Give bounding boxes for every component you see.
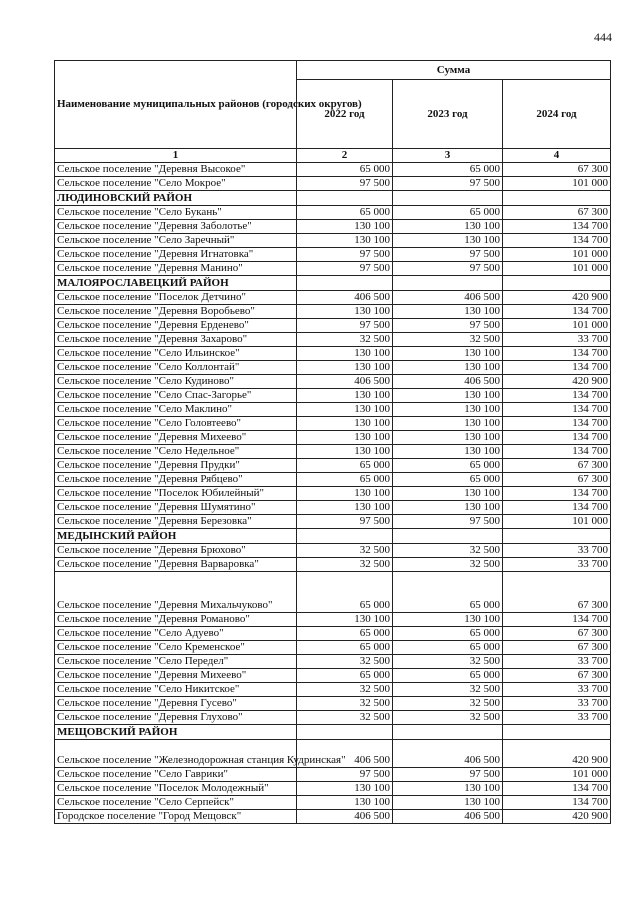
amount-2023: 130 100 [393, 487, 503, 501]
amount-2023: 65 000 [393, 641, 503, 655]
amount-2022: 130 100 [297, 445, 393, 459]
amount-2022: 65 000 [297, 206, 393, 220]
settlement-name: Сельское поселение "Село Передел" [55, 655, 297, 669]
district-name: МАЛОЯРОСЛАВЕЦКИЙ РАЙОН [55, 276, 297, 291]
amount-2022: 406 500 [297, 375, 393, 389]
empty-cell [503, 529, 611, 544]
amount-2022: 406 500 [297, 740, 393, 768]
settlement-row [55, 669, 611, 683]
amount-2022: 130 100 [297, 417, 393, 431]
settlement-name: Сельское поселение "Деревня Михеево" [55, 431, 297, 445]
empty-cell [503, 191, 611, 206]
amount-2024: 33 700 [503, 655, 611, 669]
amount-2023: 130 100 [393, 782, 503, 796]
empty-cell [297, 725, 393, 740]
amount-2023: 65 000 [393, 627, 503, 641]
amount-2024: 33 700 [503, 333, 611, 347]
settlement-row [55, 459, 611, 473]
district-name: МЕЩОВСКИЙ РАЙОН [55, 725, 297, 740]
settlement-name: Сельское поселение "Поселок Молодежный" [55, 782, 297, 796]
amount-2023: 130 100 [393, 431, 503, 445]
amount-2022: 65 000 [297, 572, 393, 613]
amount-2022: 32 500 [297, 655, 393, 669]
settlement-row [55, 163, 611, 177]
settlement-row [55, 487, 611, 501]
amount-2024: 33 700 [503, 544, 611, 558]
settlement-row [55, 627, 611, 641]
settlement-name: Сельское поселение "Село Гаврики" [55, 768, 297, 782]
amount-2022: 97 500 [297, 319, 393, 333]
header-name-column: Наименование муниципальных районов (городских округов) [55, 61, 297, 149]
column-number: 2 [297, 149, 393, 163]
amount-2024: 134 700 [503, 431, 611, 445]
settlement-row [55, 417, 611, 431]
amount-2023: 32 500 [393, 544, 503, 558]
amount-2023: 406 500 [393, 375, 503, 389]
amount-2024: 67 300 [503, 459, 611, 473]
amount-2023: 130 100 [393, 305, 503, 319]
amount-2023: 65 000 [393, 473, 503, 487]
amount-2024: 67 300 [503, 641, 611, 655]
amount-2023: 97 500 [393, 515, 503, 529]
amount-2024: 101 000 [503, 248, 611, 262]
district-section-row [55, 276, 611, 291]
settlement-row [55, 740, 611, 768]
district-name: МЕДЫНСКИЙ РАЙОН [55, 529, 297, 544]
settlement-name: Сельское поселение "Деревня Захарово" [55, 333, 297, 347]
amount-2022: 130 100 [297, 361, 393, 375]
settlement-name: Сельское поселение "Деревня Ерденево" [55, 319, 297, 333]
amount-2023: 32 500 [393, 558, 503, 572]
amount-2024: 101 000 [503, 177, 611, 191]
settlement-row [55, 445, 611, 459]
empty-cell [393, 276, 503, 291]
empty-cell [393, 725, 503, 740]
amount-2023: 32 500 [393, 711, 503, 725]
amount-2024: 67 300 [503, 473, 611, 487]
settlement-row [55, 572, 611, 613]
amount-2022: 97 500 [297, 768, 393, 782]
amount-2023: 65 000 [393, 459, 503, 473]
settlement-name: Сельское поселение "Деревня Шумятино" [55, 501, 297, 515]
settlement-row [55, 796, 611, 810]
settlement-name: Сельское поселение "Поселок Детчино" [55, 291, 297, 305]
settlement-name: Сельское поселение "Село Никитское" [55, 683, 297, 697]
settlement-row [55, 711, 611, 725]
amount-2024: 134 700 [503, 361, 611, 375]
amount-2024: 420 900 [503, 375, 611, 389]
amount-2022: 97 500 [297, 177, 393, 191]
settlement-row [55, 403, 611, 417]
amount-2024: 134 700 [503, 501, 611, 515]
amount-2023: 97 500 [393, 248, 503, 262]
amount-2022: 130 100 [297, 220, 393, 234]
amount-2024: 134 700 [503, 782, 611, 796]
amount-2024: 420 900 [503, 291, 611, 305]
settlement-row [55, 431, 611, 445]
amount-2023: 97 500 [393, 319, 503, 333]
settlement-name: Сельское поселение "Село Серпейск" [55, 796, 297, 810]
amount-2022: 130 100 [297, 347, 393, 361]
amount-2023: 130 100 [393, 220, 503, 234]
district-name: ЛЮДИНОВСКИЙ РАЙОН [55, 191, 297, 206]
settlement-name: Сельское поселение "Деревня Глухово" [55, 711, 297, 725]
amount-2024: 134 700 [503, 234, 611, 248]
amount-2023: 32 500 [393, 333, 503, 347]
settlement-name: Сельское поселение "Село Букань" [55, 206, 297, 220]
settlement-name: Городское поселение "Город Мещовск" [55, 810, 297, 824]
settlement-name: Сельское поселение "Село Коллонтай" [55, 361, 297, 375]
settlement-name: Сельское поселение "Село Заречный" [55, 234, 297, 248]
amount-2024: 101 000 [503, 319, 611, 333]
settlement-name: Сельское поселение "Деревня Михальчуково" [55, 572, 297, 613]
amount-2022: 32 500 [297, 558, 393, 572]
amount-2024: 420 900 [503, 740, 611, 768]
settlement-row [55, 697, 611, 711]
settlement-name: Сельское поселение "Деревня Прудки" [55, 459, 297, 473]
settlement-name: Сельское поселение "Деревня Романово" [55, 613, 297, 627]
amount-2024: 134 700 [503, 305, 611, 319]
settlement-row [55, 206, 611, 220]
amount-2024: 101 000 [503, 768, 611, 782]
settlement-name: Сельское поселение "Деревня Варваровка" [55, 558, 297, 572]
settlement-name: Сельское поселение "Село Спас-Загорье" [55, 389, 297, 403]
amount-2024: 420 900 [503, 810, 611, 824]
column-number: 4 [503, 149, 611, 163]
amount-2024: 134 700 [503, 487, 611, 501]
amount-2023: 130 100 [393, 445, 503, 459]
amount-2022: 406 500 [297, 291, 393, 305]
amount-2023: 130 100 [393, 417, 503, 431]
amount-2022: 130 100 [297, 234, 393, 248]
settlement-row [55, 375, 611, 389]
settlement-name: Сельское поселение "Село Адуево" [55, 627, 297, 641]
amount-2022: 130 100 [297, 431, 393, 445]
amount-2022: 32 500 [297, 683, 393, 697]
district-section-row [55, 725, 611, 740]
amount-2024: 134 700 [503, 403, 611, 417]
amount-2022: 130 100 [297, 389, 393, 403]
settlement-name: Сельское поселение "Село Маклино" [55, 403, 297, 417]
settlement-name: Сельское поселение "Железнодорожная станция Кудринская" [55, 740, 297, 768]
amount-2023: 406 500 [393, 810, 503, 824]
settlement-name: Сельское поселение "Деревня Манино" [55, 262, 297, 276]
settlement-row [55, 234, 611, 248]
settlement-name: Сельское поселение "Село Кременское" [55, 641, 297, 655]
amount-2023: 130 100 [393, 613, 503, 627]
settlement-row [55, 220, 611, 234]
amount-2022: 32 500 [297, 711, 393, 725]
amount-2022: 130 100 [297, 501, 393, 515]
amount-2024: 33 700 [503, 558, 611, 572]
settlement-row [55, 177, 611, 191]
column-number: 1 [55, 149, 297, 163]
amount-2022: 130 100 [297, 796, 393, 810]
settlement-row [55, 291, 611, 305]
table-body [55, 163, 611, 824]
amount-2023: 97 500 [393, 262, 503, 276]
amount-2022: 32 500 [297, 333, 393, 347]
amount-2022: 65 000 [297, 627, 393, 641]
amount-2023: 97 500 [393, 768, 503, 782]
amount-2024: 101 000 [503, 515, 611, 529]
settlement-row [55, 768, 611, 782]
amount-2024: 134 700 [503, 389, 611, 403]
amount-2024: 33 700 [503, 683, 611, 697]
empty-cell [393, 191, 503, 206]
settlement-name: Сельское поселение "Поселок Юбилейный" [55, 487, 297, 501]
amount-2023: 65 000 [393, 163, 503, 177]
empty-cell [503, 276, 611, 291]
amount-2023: 32 500 [393, 655, 503, 669]
amount-2022: 65 000 [297, 669, 393, 683]
district-section-row [55, 529, 611, 544]
amount-2023: 130 100 [393, 796, 503, 810]
amount-2023: 130 100 [393, 501, 503, 515]
amount-2024: 101 000 [503, 262, 611, 276]
amount-2022: 406 500 [297, 810, 393, 824]
settlement-row [55, 248, 611, 262]
amount-2022: 130 100 [297, 613, 393, 627]
amount-2022: 65 000 [297, 641, 393, 655]
amount-2023: 130 100 [393, 347, 503, 361]
settlement-name: Сельское поселение "Деревня Воробьево" [55, 305, 297, 319]
settlement-row [55, 558, 611, 572]
amount-2023: 130 100 [393, 389, 503, 403]
amount-2023: 406 500 [393, 291, 503, 305]
empty-cell [297, 276, 393, 291]
amount-2023: 130 100 [393, 403, 503, 417]
settlement-name: Сельское поселение "Деревня Высокое" [55, 163, 297, 177]
amount-2024: 67 300 [503, 627, 611, 641]
settlement-name: Сельское поселение "Деревня Брюхово" [55, 544, 297, 558]
amount-2023: 130 100 [393, 234, 503, 248]
settlement-row [55, 319, 611, 333]
header-year-2023: 2023 год [393, 80, 503, 149]
header-year-2022: 2022 год [297, 80, 393, 149]
empty-cell [297, 529, 393, 544]
column-number: 3 [393, 149, 503, 163]
amount-2022: 130 100 [297, 782, 393, 796]
settlement-row [55, 810, 611, 824]
amount-2023: 406 500 [393, 740, 503, 768]
amount-2023: 65 000 [393, 572, 503, 613]
settlement-row [55, 305, 611, 319]
amount-2022: 32 500 [297, 544, 393, 558]
amount-2023: 32 500 [393, 697, 503, 711]
amount-2024: 134 700 [503, 417, 611, 431]
empty-cell [393, 529, 503, 544]
settlement-row [55, 347, 611, 361]
settlement-row [55, 501, 611, 515]
settlement-name: Сельское поселение "Деревня Березовка" [55, 515, 297, 529]
amount-2024: 67 300 [503, 572, 611, 613]
header-sum: Сумма [297, 61, 611, 80]
district-section-row [55, 191, 611, 206]
amount-2024: 134 700 [503, 796, 611, 810]
amount-2024: 33 700 [503, 697, 611, 711]
settlement-name: Сельское поселение "Деревня Михеево" [55, 669, 297, 683]
settlement-row [55, 544, 611, 558]
settlement-row [55, 641, 611, 655]
settlement-name: Сельское поселение "Село Кудиново" [55, 375, 297, 389]
settlement-row [55, 782, 611, 796]
amount-2023: 65 000 [393, 669, 503, 683]
settlement-row [55, 361, 611, 375]
amount-2024: 67 300 [503, 163, 611, 177]
amount-2024: 134 700 [503, 445, 611, 459]
amount-2022: 32 500 [297, 697, 393, 711]
settlement-name: Сельское поселение "Деревня Заболотье" [55, 220, 297, 234]
settlement-row [55, 655, 611, 669]
settlement-row [55, 613, 611, 627]
amount-2023: 97 500 [393, 177, 503, 191]
empty-cell [503, 725, 611, 740]
settlement-name: Сельское поселение "Село Ильинское" [55, 347, 297, 361]
amount-2022: 130 100 [297, 403, 393, 417]
amount-2024: 67 300 [503, 206, 611, 220]
settlement-name: Сельское поселение "Деревня Игнатовка" [55, 248, 297, 262]
amount-2024: 67 300 [503, 669, 611, 683]
amount-2022: 65 000 [297, 163, 393, 177]
amount-2022: 97 500 [297, 248, 393, 262]
amount-2022: 130 100 [297, 305, 393, 319]
settlement-name: Сельское поселение "Деревня Гусево" [55, 697, 297, 711]
budget-table [54, 60, 611, 824]
amount-2022: 97 500 [297, 262, 393, 276]
amount-2023: 65 000 [393, 206, 503, 220]
settlement-row [55, 389, 611, 403]
settlement-row [55, 262, 611, 276]
amount-2022: 130 100 [297, 487, 393, 501]
settlement-name: Сельское поселение "Село Мокрое" [55, 177, 297, 191]
page-number: 444 [594, 30, 612, 44]
amount-2023: 130 100 [393, 361, 503, 375]
amount-2022: 65 000 [297, 459, 393, 473]
header-year-2024: 2024 год [503, 80, 611, 149]
amount-2024: 33 700 [503, 711, 611, 725]
amount-2022: 65 000 [297, 473, 393, 487]
settlement-row [55, 333, 611, 347]
settlement-name: Сельское поселение "Деревня Рябцево" [55, 473, 297, 487]
settlement-row [55, 515, 611, 529]
settlement-row [55, 683, 611, 697]
settlement-name: Сельское поселение "Село Головтеево" [55, 417, 297, 431]
empty-cell [297, 191, 393, 206]
amount-2023: 32 500 [393, 683, 503, 697]
amount-2024: 134 700 [503, 613, 611, 627]
amount-2024: 134 700 [503, 220, 611, 234]
amount-2024: 134 700 [503, 347, 611, 361]
settlement-name: Сельское поселение "Село Недельное" [55, 445, 297, 459]
settlement-row [55, 473, 611, 487]
amount-2022: 97 500 [297, 515, 393, 529]
